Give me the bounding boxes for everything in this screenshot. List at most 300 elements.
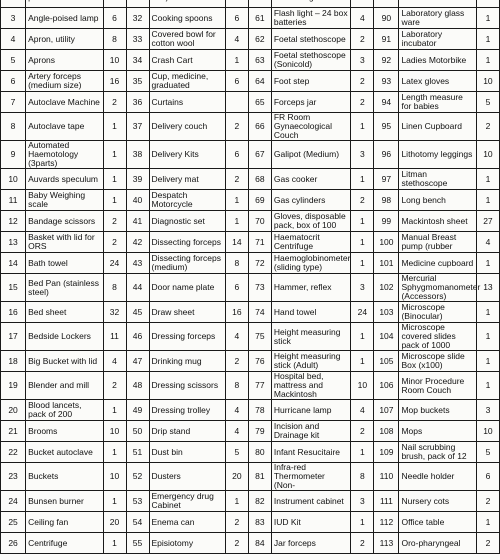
table-row: [1, 533, 500, 554]
item-name: Long bench: [399, 190, 476, 211]
item-number: 70: [248, 211, 271, 232]
item-number: 50: [126, 421, 149, 442]
item-name: Incision and Drainage kit: [271, 421, 351, 442]
item-number: 80: [248, 442, 271, 463]
item-name: Office table: [399, 512, 476, 533]
item-number: 13: [1, 232, 26, 253]
item-name: Gloves, disposable pack, box of 100: [271, 211, 351, 232]
item-name: Cup, medicine, graduated: [149, 71, 225, 92]
table-row: [1, 491, 500, 512]
item-name: Door name plate: [149, 274, 225, 302]
table-row: [1, 512, 500, 533]
table-row: [1, 463, 500, 491]
item-name: Ladies Motorbike: [399, 50, 476, 71]
item-name: Delivery mat: [149, 169, 225, 190]
item-number: 3: [1, 8, 26, 29]
item-name: Delivery couch: [149, 113, 225, 141]
item-name: Minor Procedure Room Couch: [399, 372, 476, 400]
item-quantity: 24: [103, 253, 126, 274]
item-number: 20: [1, 400, 26, 421]
item-number: 10: [1, 169, 26, 190]
item-number: 64: [248, 71, 271, 92]
item-number: 92: [374, 50, 399, 71]
item-name: FR Room Gynaecological Couch: [271, 113, 351, 141]
item-name: Blender and mill: [26, 372, 103, 400]
item-number: 81: [248, 463, 271, 491]
item-name: Crash Cart: [149, 50, 225, 71]
item-number: 62: [248, 29, 271, 50]
item-name: Lithotomy leggings: [399, 141, 476, 169]
item-number: 16: [1, 302, 26, 323]
item-quantity: 1: [476, 302, 499, 323]
item-quantity: 4: [225, 421, 248, 442]
item-quantity: 1: [351, 113, 374, 141]
table-row: [1, 232, 500, 253]
item-quantity: 8: [225, 253, 248, 274]
item-name: Ceiling fan: [26, 512, 103, 533]
item-name: [149, 0, 225, 8]
item-name: [399, 0, 476, 8]
item-name: Curtains: [149, 92, 225, 113]
item-number: 12: [1, 211, 26, 232]
item-number: 66: [248, 113, 271, 141]
item-quantity: 1: [103, 533, 126, 554]
item-number: 78: [248, 400, 271, 421]
item-name: Haemoglobinometer (sliding type): [271, 253, 351, 274]
item-number: 45: [126, 302, 149, 323]
item-name: Mops: [399, 421, 476, 442]
item-number: 94: [374, 92, 399, 113]
item-quantity: 1: [103, 491, 126, 512]
item-quantity: 1: [351, 323, 374, 351]
item-name: Nursery cots: [399, 491, 476, 512]
item-number: 73: [248, 274, 271, 302]
item-quantity: 1: [476, 351, 499, 372]
item-name: Haematocrit Centrifuge: [271, 232, 351, 253]
item-name: Basket with lid for ORS: [26, 232, 103, 253]
item-name: Manual Breast pump (rubber: [399, 232, 476, 253]
item-number: 71: [248, 232, 271, 253]
table-row: [1, 211, 500, 232]
item-number: 91: [374, 29, 399, 50]
table-row: [1, 8, 500, 29]
table-row: [1, 190, 500, 211]
item-name: Enema can: [149, 512, 225, 533]
item-name: Bucket autoclave: [26, 442, 103, 463]
item-quantity: 5: [476, 442, 499, 463]
item-name: Dressing trolley: [149, 400, 225, 421]
item-quantity: 10: [476, 421, 499, 442]
item-number: [1, 0, 26, 8]
item-number: 74: [248, 302, 271, 323]
item-number: 109: [374, 442, 399, 463]
item-name: Big Bucket with lid: [26, 351, 103, 372]
item-quantity: 1: [476, 372, 499, 400]
item-name: Apron, utility: [26, 29, 103, 50]
item-number: 39: [126, 169, 149, 190]
item-number: 96: [374, 141, 399, 169]
item-number: 33: [126, 29, 149, 50]
item-name: Mackintosh sheet: [399, 211, 476, 232]
item-number: 63: [248, 50, 271, 71]
item-quantity: 6: [225, 8, 248, 29]
item-number: 38: [126, 141, 149, 169]
item-number: 103: [374, 302, 399, 323]
item-name: [271, 0, 351, 8]
item-number: 84: [248, 533, 271, 554]
item-quantity: 3: [351, 141, 374, 169]
item-name: Oro-pharyngeal: [399, 533, 476, 554]
item-name: Foot step: [271, 71, 351, 92]
item-name: Length measure for babies: [399, 92, 476, 113]
item-number: 97: [374, 169, 399, 190]
item-name: Microscope covered slides pack of 1000: [399, 323, 476, 351]
item-quantity: 4: [351, 400, 374, 421]
item-name: Forceps jar: [271, 92, 351, 113]
item-number: 5: [1, 50, 26, 71]
item-quantity: 14: [225, 232, 248, 253]
table-row: [1, 92, 500, 113]
item-number: 110: [374, 463, 399, 491]
item-quantity: 5: [225, 442, 248, 463]
item-quantity: 1: [351, 351, 374, 372]
item-number: 99: [374, 211, 399, 232]
item-quantity: 1: [103, 400, 126, 421]
item-quantity: 2: [103, 372, 126, 400]
item-quantity: [225, 0, 248, 8]
item-quantity: 2: [476, 113, 499, 141]
item-number: 26: [1, 533, 26, 554]
item-name: Flash light – 24 box batteries: [271, 8, 351, 29]
item-quantity: 5: [476, 92, 499, 113]
item-name: Artery forceps (medium size): [26, 71, 103, 92]
item-quantity: 3: [351, 274, 374, 302]
item-name: Hospital bed, mattress and Mackintosh: [271, 372, 351, 400]
item-number: 17: [1, 323, 26, 351]
item-number: 106: [374, 372, 399, 400]
item-name: Linen Cupboard: [399, 113, 476, 141]
item-quantity: 10: [351, 372, 374, 400]
item-quantity: 2: [476, 533, 499, 554]
item-quantity: 2: [351, 29, 374, 50]
item-quantity: 6: [476, 463, 499, 491]
item-number: 22: [1, 442, 26, 463]
item-quantity: 1: [103, 113, 126, 141]
item-quantity: 1: [351, 442, 374, 463]
item-quantity: 2: [351, 71, 374, 92]
item-name: Bedside Lockers: [26, 323, 103, 351]
item-number: 6: [1, 71, 26, 92]
item-name: Infant Resucitaire: [271, 442, 351, 463]
item-number: 46: [126, 323, 149, 351]
item-number: 68: [248, 169, 271, 190]
item-number: 75: [248, 323, 271, 351]
item-name: Drip stand: [149, 421, 225, 442]
item-name: Dusters: [149, 463, 225, 491]
item-name: Emergency drug Cabinet: [149, 491, 225, 512]
item-quantity: 6: [225, 71, 248, 92]
item-number: 41: [126, 211, 149, 232]
item-quantity: 2: [225, 113, 248, 141]
item-quantity: 2: [225, 512, 248, 533]
item-number: 8: [1, 113, 26, 141]
item-name: Hand towel: [271, 302, 351, 323]
item-number: 42: [126, 232, 149, 253]
item-quantity: 1: [476, 169, 499, 190]
item-name: Dressing forceps: [149, 323, 225, 351]
item-number: 44: [126, 274, 149, 302]
item-name: Autoclave tape: [26, 113, 103, 141]
item-quantity: 2: [351, 190, 374, 211]
item-name: Drinking mug: [149, 351, 225, 372]
item-name: Microscope slide Box (x100): [399, 351, 476, 372]
item-quantity: 1: [351, 232, 374, 253]
item-quantity: 4: [225, 323, 248, 351]
item-name: Centrifuge: [26, 533, 103, 554]
item-name: Height measuring stick: [271, 323, 351, 351]
item-quantity: 24: [351, 302, 374, 323]
item-quantity: 1: [225, 190, 248, 211]
table-row: [1, 421, 500, 442]
item-number: 95: [374, 113, 399, 141]
item-number: 93: [374, 71, 399, 92]
item-quantity: 1: [476, 323, 499, 351]
item-number: 15: [1, 274, 26, 302]
item-name: Laboratory incubator: [399, 29, 476, 50]
item-number: 77: [248, 372, 271, 400]
item-number: 113: [374, 533, 399, 554]
item-number: 100: [374, 232, 399, 253]
item-number: 9: [1, 141, 26, 169]
item-number: 101: [374, 253, 399, 274]
item-quantity: 2: [351, 92, 374, 113]
item-number: 21: [1, 421, 26, 442]
item-quantity: 16: [225, 302, 248, 323]
item-quantity: 4: [351, 8, 374, 29]
item-quantity: 1: [351, 253, 374, 274]
item-number: 24: [1, 491, 26, 512]
item-quantity: 10: [103, 50, 126, 71]
item-quantity: 3: [351, 491, 374, 512]
item-quantity: 1: [351, 169, 374, 190]
item-name: Dissecting forceps (medium): [149, 253, 225, 274]
item-quantity: 1: [476, 8, 499, 29]
item-name: Infra-red Thermometer (Non-: [271, 463, 351, 491]
item-number: 55: [126, 533, 149, 554]
item-name: [26, 0, 103, 8]
item-number: 23: [1, 463, 26, 491]
item-quantity: 3: [476, 400, 499, 421]
item-name: Needle holder: [399, 463, 476, 491]
item-name: Angle-poised lamp: [26, 8, 103, 29]
item-number: 65: [248, 92, 271, 113]
item-name: Foetal stethoscope: [271, 29, 351, 50]
item-quantity: 1: [476, 29, 499, 50]
item-quantity: 10: [476, 141, 499, 169]
item-number: 61: [248, 8, 271, 29]
item-quantity: [476, 0, 499, 8]
item-quantity: [225, 92, 248, 113]
item-quantity: 1: [225, 211, 248, 232]
item-quantity: [103, 0, 126, 8]
item-number: 90: [374, 8, 399, 29]
item-quantity: 2: [225, 533, 248, 554]
item-name: Litman stethoscope: [399, 169, 476, 190]
item-name: Hurricane lamp: [271, 400, 351, 421]
item-number: 49: [126, 400, 149, 421]
item-quantity: 8: [351, 463, 374, 491]
item-name: Cooking spoons: [149, 8, 225, 29]
item-name: Height measuring stick (Adult): [271, 351, 351, 372]
item-quantity: 8: [103, 274, 126, 302]
inventory-rows: [1, 0, 500, 554]
item-number: 69: [248, 190, 271, 211]
item-quantity: 1: [225, 491, 248, 512]
item-number: 83: [248, 512, 271, 533]
item-name: Draw sheet: [149, 302, 225, 323]
item-number: 37: [126, 113, 149, 141]
item-quantity: 1: [476, 512, 499, 533]
table-row: [1, 302, 500, 323]
item-quantity: 1: [103, 169, 126, 190]
item-quantity: 10: [103, 421, 126, 442]
item-number: 19: [1, 372, 26, 400]
item-name: Despatch Motorcycle: [149, 190, 225, 211]
item-number: 53: [126, 491, 149, 512]
item-name: Delivery Kits: [149, 141, 225, 169]
item-quantity: 4: [476, 232, 499, 253]
item-name: Hammer, reflex: [271, 274, 351, 302]
item-name: Episiotomy: [149, 533, 225, 554]
item-number: 72: [248, 253, 271, 274]
table-row: [1, 372, 500, 400]
item-quantity: 6: [103, 8, 126, 29]
item-number: 108: [374, 421, 399, 442]
item-name: Gas cooker: [271, 169, 351, 190]
item-name: Bunsen burner: [26, 491, 103, 512]
table-row: [1, 400, 500, 421]
item-number: 47: [126, 351, 149, 372]
item-quantity: 11: [103, 323, 126, 351]
item-name: Covered bowl for cotton wool: [149, 29, 225, 50]
item-name: Bed Pan (stainless steel): [26, 274, 103, 302]
item-quantity: 27: [476, 211, 499, 232]
item-number: 4: [1, 29, 26, 50]
item-name: Jar forceps: [271, 533, 351, 554]
table-row: [1, 113, 500, 141]
table-row: [1, 71, 500, 92]
table-row: [1, 442, 500, 463]
item-quantity: [351, 0, 374, 8]
item-quantity: 2: [225, 169, 248, 190]
item-name: Instrument cabinet: [271, 491, 351, 512]
item-number: 104: [374, 323, 399, 351]
item-name: Mercurial Sphygmomanometer (Accessors): [399, 274, 476, 302]
item-number: [374, 0, 399, 8]
item-number: 32: [126, 8, 149, 29]
item-quantity: 2: [103, 232, 126, 253]
item-number: 25: [1, 512, 26, 533]
table-row: [1, 29, 500, 50]
item-name: Brooms: [26, 421, 103, 442]
item-quantity: 8: [225, 372, 248, 400]
item-quantity: 2: [103, 92, 126, 113]
item-quantity: 1: [103, 442, 126, 463]
item-name: Dust bin: [149, 442, 225, 463]
item-name: Mop buckets: [399, 400, 476, 421]
item-name: Bandage scissors: [26, 211, 103, 232]
table-row: [1, 141, 500, 169]
item-number: 105: [374, 351, 399, 372]
item-name: Automated Haemotology (3parts): [26, 141, 103, 169]
item-number: 14: [1, 253, 26, 274]
item-quantity: 1: [351, 211, 374, 232]
item-quantity: 2: [225, 351, 248, 372]
item-quantity: 4: [103, 351, 126, 372]
item-quantity: 13: [476, 274, 499, 302]
table-row: [1, 351, 500, 372]
item-quantity: 6: [225, 141, 248, 169]
item-quantity: 2: [476, 491, 499, 512]
table-row: [1, 274, 500, 302]
item-quantity: 20: [103, 512, 126, 533]
item-quantity: 1: [351, 512, 374, 533]
item-name: Microscope (Binocular): [399, 302, 476, 323]
item-quantity: 6: [225, 274, 248, 302]
item-quantity: 16: [103, 71, 126, 92]
item-number: 54: [126, 512, 149, 533]
table-row: [1, 253, 500, 274]
item-name: Baby Weighing scale: [26, 190, 103, 211]
item-quantity: 10: [476, 71, 499, 92]
item-name: Nail scrubbing brush, pack of 12: [399, 442, 476, 463]
item-number: 52: [126, 463, 149, 491]
item-number: 43: [126, 253, 149, 274]
item-number: 48: [126, 372, 149, 400]
item-name: Autoclave Machine: [26, 92, 103, 113]
item-number: 67: [248, 141, 271, 169]
item-name: Auvards speculum: [26, 169, 103, 190]
table-row: [1, 50, 500, 71]
item-quantity: 1: [476, 190, 499, 211]
item-name: Galipot (Medium): [271, 141, 351, 169]
item-name: Blood lancets, pack of 200: [26, 400, 103, 421]
item-number: [126, 0, 149, 8]
item-number: 79: [248, 421, 271, 442]
item-quantity: 1: [103, 141, 126, 169]
item-number: [248, 0, 271, 8]
item-number: 111: [374, 491, 399, 512]
item-number: 76: [248, 351, 271, 372]
item-quantity: 10: [103, 463, 126, 491]
item-number: 112: [374, 512, 399, 533]
item-number: 40: [126, 190, 149, 211]
item-number: 98: [374, 190, 399, 211]
item-number: 7: [1, 92, 26, 113]
item-name: Dressing scissors: [149, 372, 225, 400]
item-quantity: 1: [476, 253, 499, 274]
item-name: Laboratory glass ware: [399, 8, 476, 29]
item-name: Bath towel: [26, 253, 103, 274]
item-name: Aprons: [26, 50, 103, 71]
item-name: Dissecting forceps: [149, 232, 225, 253]
item-quantity: 20: [225, 463, 248, 491]
item-number: 34: [126, 50, 149, 71]
item-number: 107: [374, 400, 399, 421]
item-quantity: 2: [103, 211, 126, 232]
item-number: 18: [1, 351, 26, 372]
item-number: 11: [1, 190, 26, 211]
